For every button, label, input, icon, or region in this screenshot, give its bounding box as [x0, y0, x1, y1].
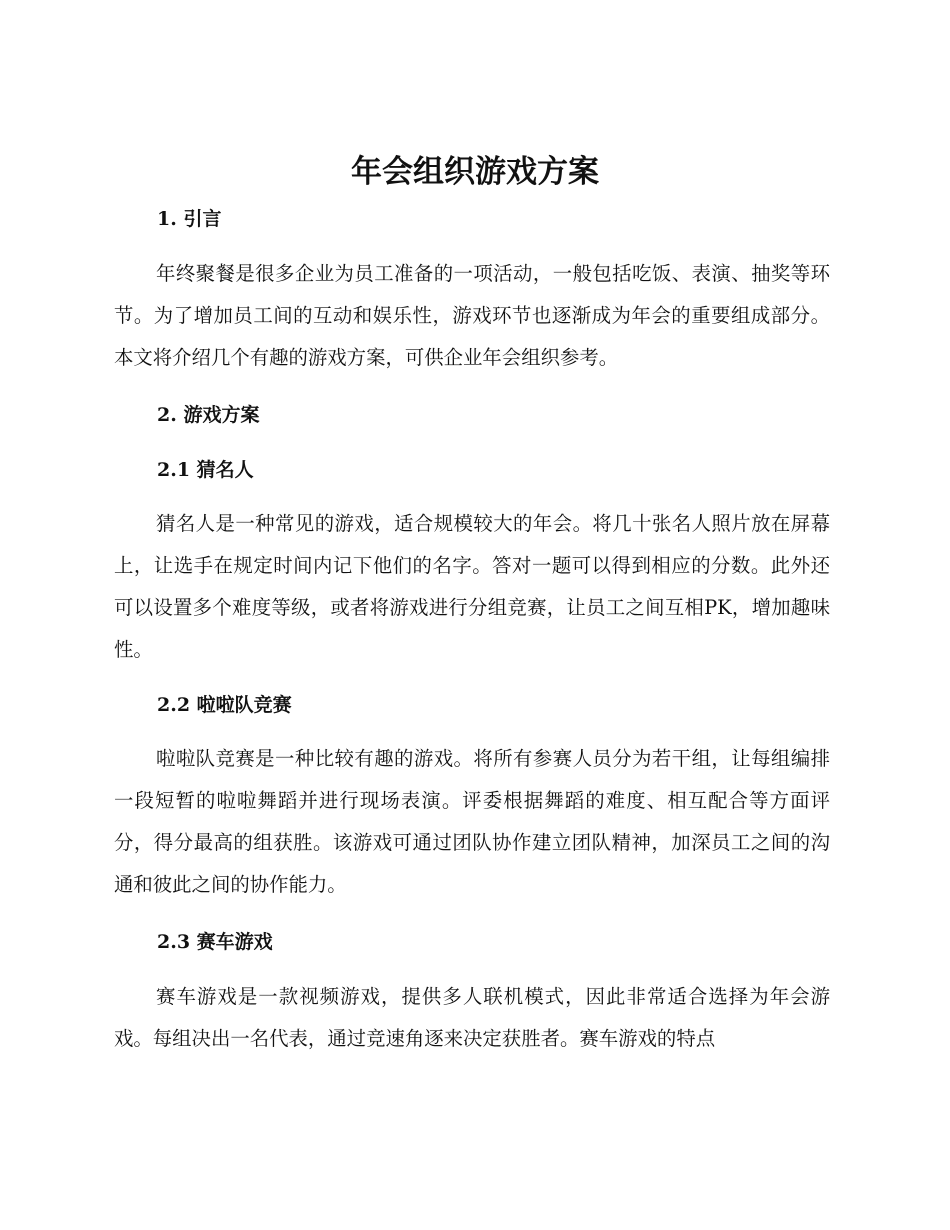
section-paragraph-guess-celebrity: 猜名人是一种常见的游戏，适合规模较大的年会。将几十张名人照片放在屏幕上，让选手在规定时间内记下他们的名字。答对一题可以得到相应的分数。此外还可以设置多个难度等级，或者将游戏进行分组竞赛，让员工之间互相PK，增加趣味性。: [114, 512, 830, 661]
document-title: 年会组织游戏方案: [351, 154, 599, 190]
section-heading-cheerleading: 2.2 啦啦队竞赛: [157, 694, 292, 716]
section-heading-racing-game: 2.3 赛车游戏: [157, 931, 273, 953]
section-paragraph-introduction: 年终聚餐是很多企业为员工准备的一项活动，一般包括吃饭、表演、抽奖等环节。为了增加员工间的互动和娱乐性，游戏环节也逐渐成为年会的重要组成部分。本文将介绍几个有趣的游戏方案，可供企业年会组织参考。: [114, 262, 830, 369]
section-heading-game-plans: 2. 游戏方案: [157, 404, 260, 426]
section-paragraph-cheerleading: 啦啦队竞赛是一种比较有趣的游戏。将所有参赛人员分为若干组，让每组编排一段短暂的啦啦舞蹈并进行现场表演。评委根据舞蹈的难度、相互配合等方面评分，得分最高的组获胜。该游戏可通过团队协作建立团队精神，加深员工之间的沟通和彼此之间的协作能力。: [114, 747, 830, 896]
section-paragraph-racing-game: 赛车游戏是一款视频游戏，提供多人联机模式，因此非常适合选择为年会游戏。每组决出一名代表，通过竞速角逐来决定获胜者。赛车游戏的特点: [114, 985, 830, 1050]
section-heading-introduction: 1. 引言: [157, 208, 222, 230]
section-heading-guess-celebrity: 2.1 猜名人: [157, 459, 254, 481]
